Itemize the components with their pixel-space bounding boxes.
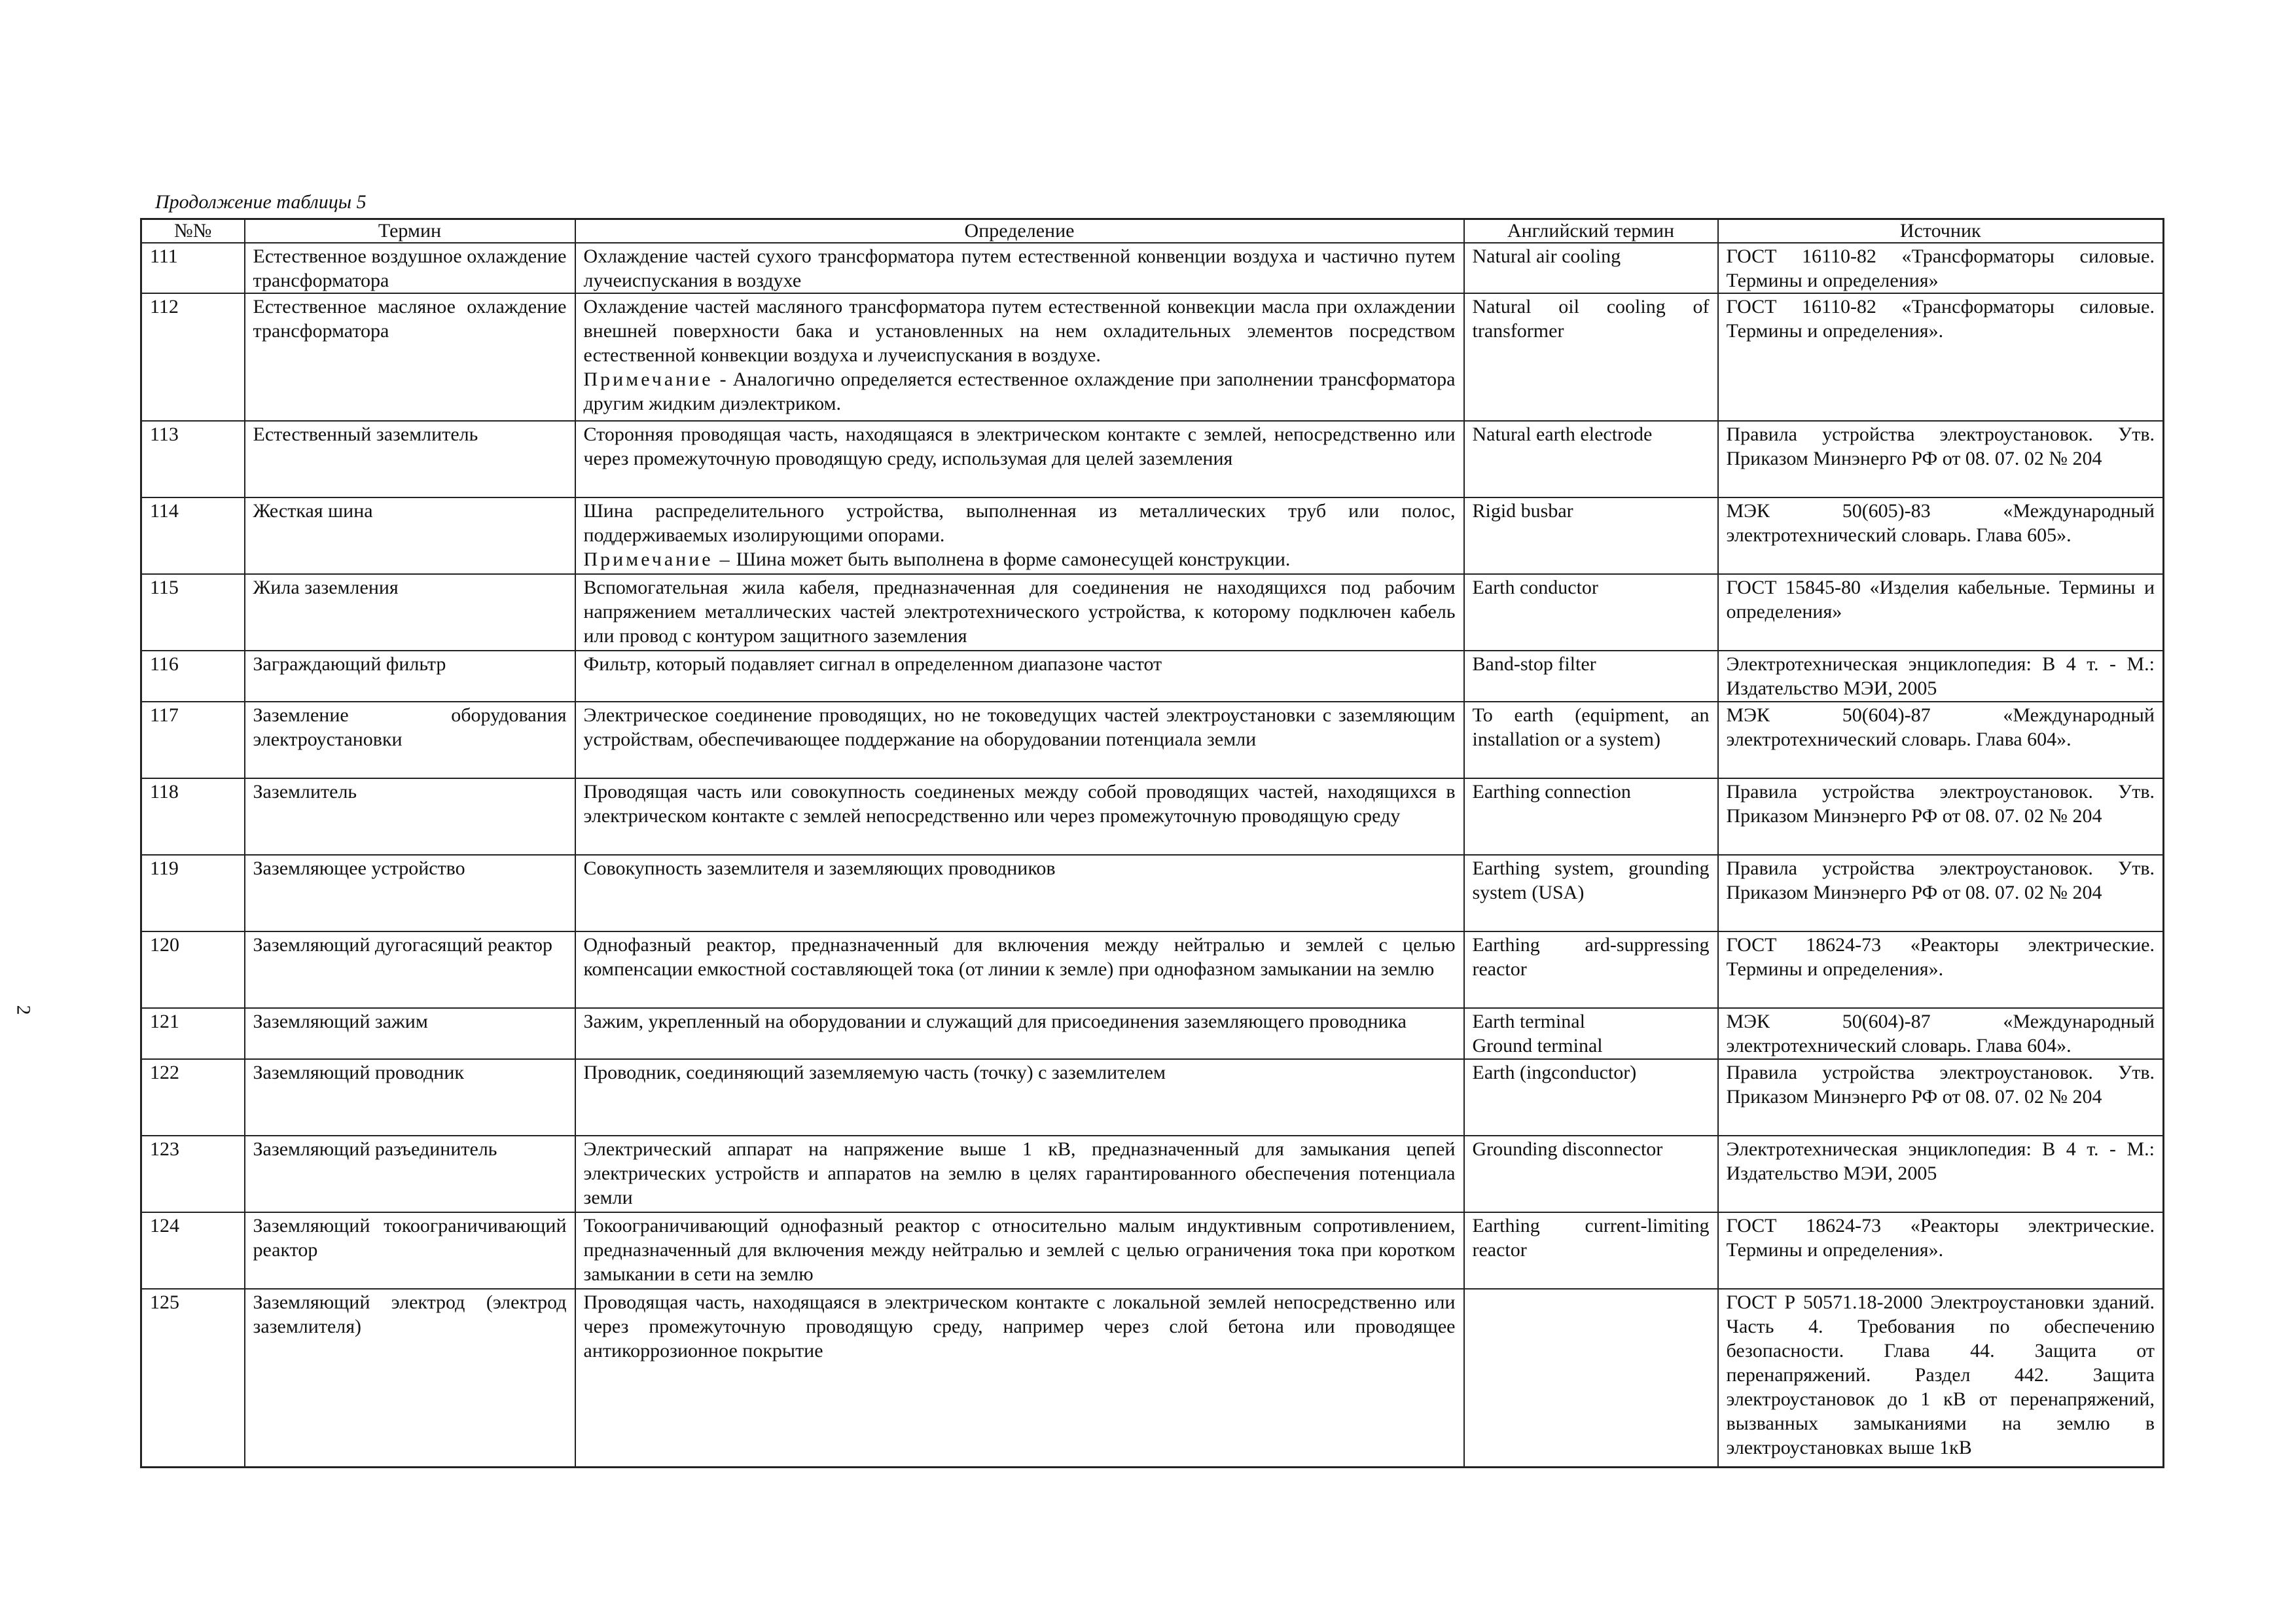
table-row <box>141 651 2164 702</box>
row-term: Заземляющий электрод (электрод заземлителя) <box>245 1289 575 1467</box>
row-english-term <box>1464 421 1718 497</box>
row-definition <box>575 1008 1464 1059</box>
definition-text: Проводящая часть, находящаяся в электрическом контакте с локальной землей непосредственно или через промежуточную проводящую среду, например через слой бетона или проводящее антикоррозионное покрытие <box>583 1291 1456 1362</box>
english-term-text: Earth terminal <box>1472 1011 1585 1032</box>
row-definition <box>575 497 1464 574</box>
row-definition <box>575 778 1464 855</box>
row-number: 114 <box>141 497 245 574</box>
row-number: 112 <box>141 293 245 421</box>
row-number: 111 <box>141 243 245 293</box>
page-number: 2 <box>12 1005 35 1015</box>
definition-text: Проводник, соединяющий заземляемую часть (точку) с заземлителем <box>583 1062 1166 1083</box>
definition-text: Вспомогательная жила кабеля, предназначенная для соединения не находящихся под рабочим напряжением металлических частей электротехнического устройства, к которому подключен кабель или провод с контуром защитного заземления <box>583 577 1456 647</box>
note-text: Аналогично определяется естественное охлаждение при заполнении трансформатора другим жидким диэлектриком. <box>583 369 1456 414</box>
row-number: 120 <box>141 931 245 1008</box>
table-row <box>141 855 2164 931</box>
row-term: Заземлитель <box>245 778 575 855</box>
row-english-term <box>1464 931 1718 1008</box>
table-row <box>141 702 2164 778</box>
row-english-term <box>1464 651 1718 702</box>
row-definition <box>575 293 1464 421</box>
note-text: Шина может быть выполнена в форме самонесущей конструкции. <box>736 549 1291 570</box>
table-row <box>141 421 2164 497</box>
row-number: 121 <box>141 1008 245 1059</box>
row-english-term <box>1464 855 1718 931</box>
row-definition <box>575 1289 1464 1467</box>
row-term: Заземление оборудования электроустановки <box>245 702 575 778</box>
definition-text: Проводящая часть или совокупность соединеных между собой проводящих частей, находящихся в электрическом контакте с землей непосредственно или через промежуточную проводящую среду <box>583 781 1456 827</box>
row-definition <box>575 574 1464 651</box>
english-term-text: Earth (ingconductor) <box>1472 1062 1637 1083</box>
table-row <box>141 931 2164 1008</box>
english-term-alt: Ground terminal <box>1472 1035 1603 1056</box>
row-source: ГОСТ 18624-73 «Реакторы электрические. Термины и определения». <box>1718 931 2164 1008</box>
row-definition <box>575 855 1464 931</box>
row-source: ГОСТ 18624-73 «Реакторы электрические. Термины и определения». <box>1718 1212 2164 1289</box>
terms-table <box>140 218 2164 1468</box>
row-english-term <box>1464 1008 1718 1059</box>
english-term-text: Natural earth electrode <box>1472 424 1653 445</box>
row-number: 123 <box>141 1136 245 1212</box>
english-term-text: Rigid busbar <box>1472 500 1573 522</box>
row-definition <box>575 651 1464 702</box>
row-english-term <box>1464 497 1718 574</box>
definition-text: Шина распределительного устройства, выполненная из металлических труб или полос, поддерживаемых изолирующими опорами. <box>583 500 1456 546</box>
row-number: 124 <box>141 1212 245 1289</box>
row-english-term <box>1464 702 1718 778</box>
row-definition <box>575 1059 1464 1136</box>
english-term-text: Natural oil cooling of transformer <box>1472 296 1710 342</box>
row-source: Электротехническая энциклопедия: В 4 т. - М.: Издательство МЭИ, 2005 <box>1718 651 2164 702</box>
row-source: МЭК 50(605)-83 «Международный электротехнический словарь. Глава 605». <box>1718 497 2164 574</box>
row-source: МЭК 50(604)-87 «Международный электротехнический словарь. Глава 604». <box>1718 702 2164 778</box>
row-number: 118 <box>141 778 245 855</box>
table-row <box>141 293 2164 421</box>
note-label: Примечание <box>583 369 713 390</box>
row-term: Заземляющий дугогасящий реактор <box>245 931 575 1008</box>
definition-text: Электрический аппарат на напряжение выше 1 кВ, предназначенный для замыкания цепей электрических устройств и аппаратов на землю в целях гарантированного обеспечения потенциала земли <box>583 1138 1456 1208</box>
row-source: МЭК 50(604)-87 «Международный электротехнический словарь. Глава 604». <box>1718 1008 2164 1059</box>
row-term: Заземляющий проводник <box>245 1059 575 1136</box>
row-definition <box>575 931 1464 1008</box>
row-definition <box>575 702 1464 778</box>
row-english-term <box>1464 1059 1718 1136</box>
row-definition <box>575 243 1464 293</box>
table-row <box>141 778 2164 855</box>
row-english-term <box>1464 574 1718 651</box>
row-definition <box>575 1136 1464 1212</box>
english-term-text: Earthing ard-suppressing reactor <box>1472 934 1710 980</box>
english-term-text: Earthing connection <box>1472 781 1631 803</box>
row-number: 117 <box>141 702 245 778</box>
row-term: Жесткая шина <box>245 497 575 574</box>
header-english-term: Английский термин <box>1464 219 1718 244</box>
note-dash: – <box>719 549 730 570</box>
row-term: Заграждающий фильтр <box>245 651 575 702</box>
row-number: 115 <box>141 574 245 651</box>
table-row <box>141 497 2164 574</box>
row-term: Естественное воздушное охлаждение трансформатора <box>245 243 575 293</box>
row-source: ГОСТ Р 50571.18-2000 Электроустановки зданий. Часть 4. Требования по обеспечению безопасности. Глава 44. Защита от перенапряжений. Раздел 442. Защита электроустановок до 1 кВ от перенапряжений, вызванных замыканиями на землю в электроустановках выше 1кВ <box>1718 1289 2164 1467</box>
note-label: Примечание <box>583 549 713 570</box>
definition-text: Охлаждение частей сухого трансформатора путем естественной конвенции воздуха и частично путем лучеиспускания в воздухе <box>583 245 1456 291</box>
english-term-text: To earth (equipment, an installation or a system) <box>1472 704 1710 750</box>
row-english-term <box>1464 778 1718 855</box>
definition-note <box>584 367 1456 416</box>
definition-text: Однофазный реактор, предназначенный для включения между нейтралью и землей с целью компенсации емкостной составляющей тока (от линии к земле) при однофазном замыкании на землю <box>583 934 1456 980</box>
row-number: 113 <box>141 421 245 497</box>
row-term: Естественное масляное охлаждение трансформатора <box>245 293 575 421</box>
note-dash: - <box>719 369 726 390</box>
row-source: Правила устройства электроустановок. Утв. Приказом Минэнерго РФ от 08. 07. 02 № 204 <box>1718 778 2164 855</box>
row-number: 122 <box>141 1059 245 1136</box>
row-source: Правила устройства электроустановок. Утв. Приказом Минэнерго РФ от 08. 07. 02 № 204 <box>1718 855 2164 931</box>
row-english-term <box>1464 1289 1718 1467</box>
english-term-text: Earthing current-limiting reactor <box>1472 1215 1710 1261</box>
row-definition <box>575 1212 1464 1289</box>
header-definition: Определение <box>575 219 1464 244</box>
header-source: Источник <box>1718 219 2164 244</box>
table-caption: Продолжение таблицы 5 <box>155 191 367 213</box>
english-term-text: Earth conductor <box>1472 577 1598 598</box>
english-term-text: Band-stop filter <box>1472 653 1596 675</box>
english-term-text: Earthing system, grounding system (USA) <box>1472 857 1710 903</box>
definition-note <box>584 547 1456 571</box>
row-term: Естественный заземлитель <box>245 421 575 497</box>
table-row <box>141 1008 2164 1059</box>
row-term: Заземляющий токоограничивающий реактор <box>245 1212 575 1289</box>
row-source: Электротехническая энциклопедия: В 4 т. - М.: Издательство МЭИ, 2005 <box>1718 1136 2164 1212</box>
row-term: Заземляющий зажим <box>245 1008 575 1059</box>
table-row <box>141 1289 2164 1467</box>
row-source: Правила устройства электроустановок. Утв. Приказом Минэнерго РФ от 08. 07. 02 № 204 <box>1718 421 2164 497</box>
definition-text: Токоограничивающий однофазный реактор с относительно малым индуктивным сопротивлением, предназначенный для включения между нейтралью и землей с целью ограничения тока при коротком замыкании в сети на землю <box>583 1215 1456 1285</box>
definition-text: Сторонняя проводящая часть, находящаяся в электрическом контакте с землей, непосредственно или через промежуточную проводящую среду, использумая для целей заземления <box>583 424 1456 469</box>
row-source: ГОСТ 15845-80 «Изделия кабельные. Термины и определения» <box>1718 574 2164 651</box>
row-term: Заземляющий разъединитель <box>245 1136 575 1212</box>
definition-text: Фильтр, который подавляет сигнал в определенном диапазоне частот <box>583 653 1162 675</box>
english-term-text: Natural air cooling <box>1472 245 1621 267</box>
row-number: 119 <box>141 855 245 931</box>
row-english-term <box>1464 1212 1718 1289</box>
row-source: ГОСТ 16110-82 «Трансформаторы силовые. Термины и определения». <box>1718 293 2164 421</box>
row-number: 125 <box>141 1289 245 1467</box>
header-number: №№ <box>141 219 245 244</box>
table-header-row <box>141 219 2164 244</box>
definition-text: Зажим, укрепленный на оборудовании и служащий для присоединения заземляющего проводника <box>583 1011 1407 1032</box>
table-row <box>141 1059 2164 1136</box>
row-english-term <box>1464 1136 1718 1212</box>
row-source: Правила устройства электроустановок. Утв. Приказом Минэнерго РФ от 08. 07. 02 № 204 <box>1718 1059 2164 1136</box>
row-term: Заземляющее устройство <box>245 855 575 931</box>
definition-text: Охлаждение частей масляного трансформатора путем естественной конвекции масла при охлаждении внешней поверхности бака и установленных на нем охладительных элементов посредством естественной конвекции воздуха и лучеиспускания в воздухе. <box>583 296 1456 366</box>
row-source: ГОСТ 16110-82 «Трансформаторы силовые. Термины и определения» <box>1718 243 2164 293</box>
row-term: Жила заземления <box>245 574 575 651</box>
definition-text: Совокупность заземлителя и заземляющих проводников <box>583 857 1056 879</box>
english-term-text: Grounding disconnector <box>1472 1138 1663 1160</box>
table-row <box>141 1212 2164 1289</box>
table-row <box>141 1136 2164 1212</box>
row-english-term <box>1464 293 1718 421</box>
table-row <box>141 243 2164 293</box>
row-number: 116 <box>141 651 245 702</box>
row-definition <box>575 421 1464 497</box>
table-row <box>141 574 2164 651</box>
header-term: Термин <box>245 219 575 244</box>
definition-text: Электрическое соединение проводящих, но не токоведущих частей электроустановки с заземляющим устройствам, обеспечивающее поддержание на оборудовании потенциала земли <box>583 704 1456 750</box>
row-english-term <box>1464 243 1718 293</box>
